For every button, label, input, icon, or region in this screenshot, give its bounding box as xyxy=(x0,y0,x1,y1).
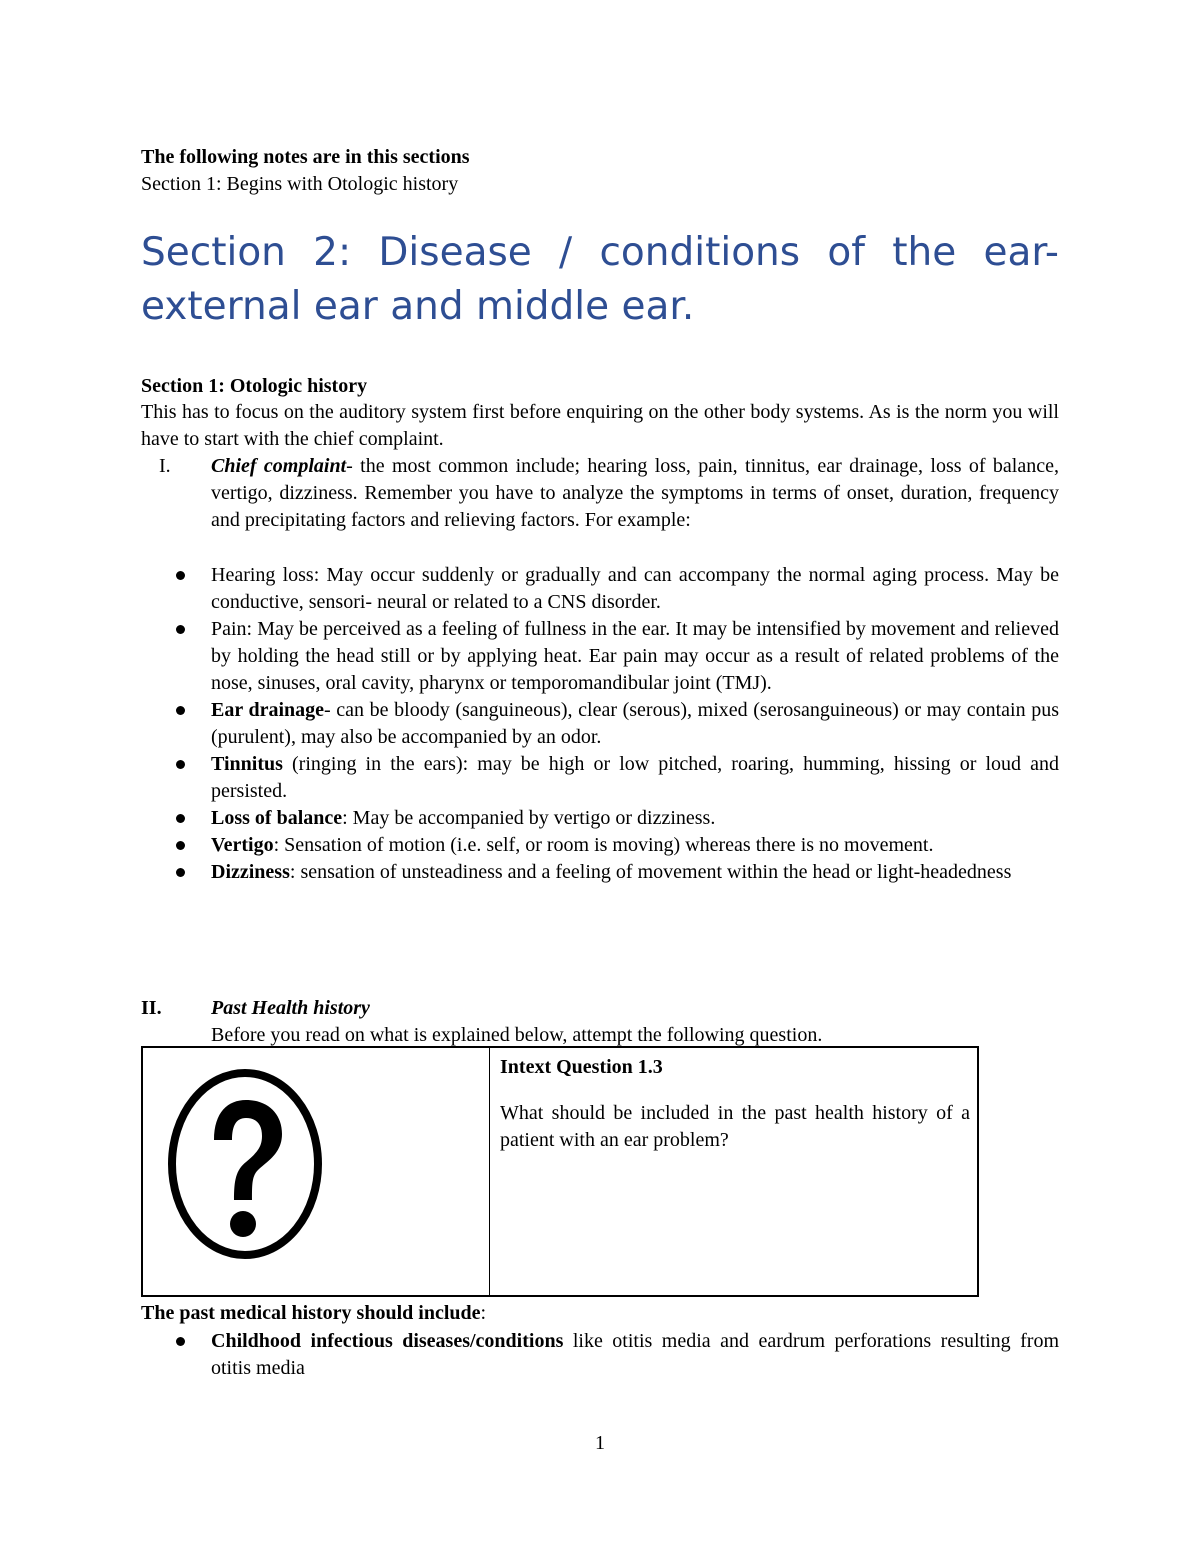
past-health-instruction: Before you read on what is explained below, attempt the following question. xyxy=(211,1024,823,1046)
question-mark-circle-icon xyxy=(166,1066,324,1262)
roman-numeral: II. xyxy=(141,997,162,1019)
intext-question-text: What should be included in the past health history of a patient with an ear problem? xyxy=(500,1102,970,1151)
symptom-text: : sensation of unsteadiness and a feeling of movement within the head or light-headedness xyxy=(289,861,1012,883)
intro-heading: The following notes are in this sections xyxy=(141,146,470,168)
symptom-text: : May be accompanied by vertigo or dizziness. xyxy=(342,807,716,829)
chief-complaint-title: Chief complaint xyxy=(211,455,347,477)
intro-section1-line: Section 1: Begins with Otologic history xyxy=(141,173,459,195)
list-item xyxy=(141,859,1059,886)
symptom-term: Loss of balance xyxy=(211,807,343,829)
bullet-icon xyxy=(176,760,185,769)
list-item xyxy=(141,562,1059,616)
symptom-term: Tinnitus xyxy=(211,753,283,775)
bullet-icon xyxy=(176,841,185,850)
symptom-text: : Sensation of motion (i.e. self, or room is moving) whereas there is no movement. xyxy=(273,834,934,856)
bullet-icon xyxy=(176,625,185,634)
past-health-body xyxy=(211,995,1059,1049)
symptom-term: Vertigo xyxy=(211,834,274,856)
bullet-icon xyxy=(176,571,185,580)
past-medical-term: Childhood infectious diseases/conditions xyxy=(211,1330,564,1352)
past-medical-heading-suffix: : xyxy=(480,1302,487,1324)
chief-complaint-text: - the most common include; hearing loss, pain, tinnitus, ear drainage, loss of balance, vertigo, dizziness. Remember you have to analyze the symptoms in terms of onset, duration, frequency and precipitating factors and relieving factors. For example: xyxy=(211,455,1059,531)
past-health-title: Past Health history xyxy=(211,997,370,1019)
bullet-icon xyxy=(176,1337,185,1346)
intext-question-content xyxy=(500,1054,970,1154)
symptom-text: Hearing loss: May occur suddenly or gradually and can accompany the normal aging process. May be conductive, sensori- neural or related to a CNS disorder. xyxy=(211,564,1059,613)
symptom-text: (ringing in the ears): may be high or low pitched, roaring, humming, hissing or loud and persisted. xyxy=(211,753,1059,802)
section1-intro: This has to focus on the auditory system first before enquiring on the other body systems. As is the norm you will have to start with the chief complaint. xyxy=(141,401,1059,450)
roman-numeral: I. xyxy=(159,455,171,477)
bullet-icon xyxy=(176,814,185,823)
past-medical-heading-row xyxy=(141,1300,486,1327)
list-item xyxy=(141,1328,1059,1382)
symptom-list xyxy=(141,562,1059,886)
symptom-text: Pain: May be perceived as a feeling of fullness in the ear. It may be intensified by movement and relieved by holding the head still or by applying heat. Ear pain may occur as a result of related problems of the nose, sinuses, oral cavity, pharynx or temporomandibular joint (TMJ). xyxy=(211,618,1059,694)
past-medical-heading: The past medical history should include xyxy=(141,1302,481,1324)
box-divider xyxy=(489,1048,490,1295)
past-medical-text: like otitis media and eardrum perforations resulting from otitis media xyxy=(211,1330,1059,1379)
bullet-icon xyxy=(176,706,185,715)
list-item xyxy=(141,616,1059,697)
bullet-icon xyxy=(176,868,185,877)
symptom-text: - can be bloody (sanguineous), clear (serous), mixed (serosanguineous) or may contain pus (purulent), may also be accompanied by an odor. xyxy=(211,699,1059,748)
symptom-term: Ear drainage xyxy=(211,699,325,721)
page-number: 1 xyxy=(595,1432,605,1454)
chief-complaint-body xyxy=(211,453,1059,534)
section2-title: Section 2: Disease / conditions of the ear- external ear and middle ear. xyxy=(141,230,1059,329)
past-medical-list xyxy=(141,1328,1059,1382)
list-item xyxy=(141,697,1059,751)
symptom-term: Dizziness xyxy=(211,861,290,883)
section1-heading: Section 1: Otologic history xyxy=(141,375,368,397)
list-item xyxy=(141,832,1059,859)
intext-question-title: Intext Question 1.3 xyxy=(500,1056,663,1078)
list-item xyxy=(141,805,1059,832)
list-item xyxy=(141,751,1059,805)
intext-question-box xyxy=(141,1046,979,1297)
